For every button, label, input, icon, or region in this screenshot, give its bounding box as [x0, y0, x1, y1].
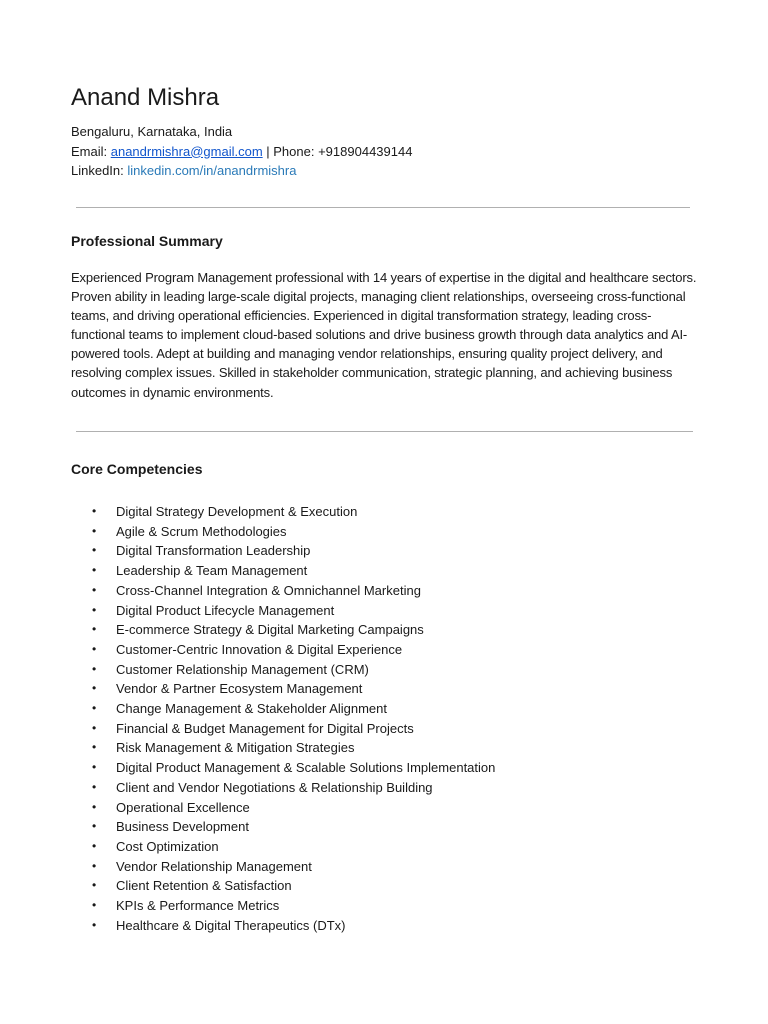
phone-number: +918904439144 [318, 143, 413, 159]
list-item [71, 561, 495, 581]
competency-text: Client and Vendor Negotiations & Relationship Building [116, 779, 433, 795]
competency-text: Financial & Budget Management for Digital Projects [116, 720, 414, 736]
divider-top [76, 207, 690, 208]
bullet-icon: • [92, 582, 97, 597]
summary-heading: Professional Summary [71, 233, 223, 249]
list-item [71, 541, 495, 561]
competency-text: Customer Relationship Management (CRM) [116, 661, 369, 677]
competency-text: Vendor Relationship Management [116, 858, 312, 874]
bullet-icon: • [92, 760, 97, 775]
list-item [71, 601, 495, 621]
competency-text: E-commerce Strategy & Digital Marketing Campaigns [116, 622, 424, 638]
competency-text: Digital Product Management & Scalable Solutions Implementation [116, 760, 496, 776]
linkedin-label: LinkedIn: [71, 163, 128, 178]
list-item [71, 620, 495, 640]
list-item [71, 758, 495, 778]
bullet-icon: • [92, 602, 97, 617]
competency-text: Digital Transformation Leadership [116, 543, 311, 559]
summary-paragraph: Experienced Program Management professional with 14 years of expertise in the digital and healthcare sectors. Proven ability in leading large-scale digital projects, managing client relationships, overseeing cross-functional teams, and driving operational efficiencies. Experienced in digital transformation strategy, leading cross-functional teams to implement cloud-based solutions and drive business growth through data analytics and AI-powered tools. Adept at building and managing vendor relationships, ensuring quality project delivery, and resolving complex issues. Skilled in stakeholder communication, strategic planning, and achieving business outcomes in dynamic environments. [71, 270, 697, 400]
list-item [71, 699, 495, 719]
bullet-icon: • [92, 661, 97, 676]
list-item [71, 679, 495, 699]
list-item [71, 798, 495, 818]
location-text: Bengaluru, Karnataka, India [71, 124, 233, 139]
divider-middle [76, 431, 693, 432]
bullet-icon: • [92, 878, 97, 893]
candidate-name: Anand Mishra [71, 84, 220, 111]
location-line [71, 122, 412, 142]
competency-text: Risk Management & Mitigation Strategies [116, 740, 355, 756]
competency-text: Business Development [116, 819, 249, 835]
bullet-icon: • [92, 917, 97, 932]
competency-text: Cross-Channel Integration & Omnichannel Marketing [116, 582, 421, 598]
bullet-icon: • [92, 622, 97, 637]
competency-text: Digital Strategy Development & Execution [116, 504, 358, 519]
competency-text: Cost Optimization [116, 838, 219, 854]
competency-text: Change Management & Stakeholder Alignment [116, 701, 388, 717]
competency-text: Customer-Centric Innovation & Digital Experience [116, 641, 403, 657]
email-link[interactable]: anandrmishra@gmail.com [110, 143, 263, 159]
competency-text: Digital Product Lifecycle Management [116, 602, 335, 618]
list-item [71, 916, 495, 936]
linkedin-link[interactable]: linkedin.com/in/anandrmishra [127, 163, 297, 178]
list-item [71, 660, 495, 680]
bullet-icon: • [92, 563, 97, 578]
bullet-icon: • [92, 819, 97, 834]
list-item [71, 719, 495, 739]
bullet-icon: • [92, 701, 97, 716]
bullet-icon: • [92, 858, 97, 873]
list-item [71, 876, 495, 896]
linkedin-line [71, 161, 412, 181]
bullet-icon: • [92, 740, 97, 755]
competency-text: KPIs & Performance Metrics [116, 898, 280, 914]
list-item [71, 857, 495, 877]
bullet-icon: • [92, 681, 97, 696]
bullet-icon: • [92, 779, 97, 794]
bullet-icon: • [92, 838, 97, 853]
competencies-list [71, 502, 495, 935]
email-phone-line [71, 142, 412, 162]
competency-text: Client Retention & Satisfaction [116, 878, 292, 894]
bullet-icon: • [92, 523, 97, 538]
bullet-icon: • [92, 799, 97, 814]
list-item [71, 778, 495, 798]
phone-label: Phone: [273, 143, 319, 159]
contact-separator: | [262, 143, 274, 159]
list-item [71, 817, 495, 837]
bullet-icon: • [92, 898, 97, 913]
email-label: Email: [71, 143, 111, 159]
contact-block [71, 122, 412, 181]
bullet-icon: • [92, 504, 97, 518]
list-item [71, 581, 495, 601]
competency-text: Healthcare & Digital Therapeutics (DTx) [116, 917, 346, 933]
list-item [71, 522, 495, 542]
list-item [71, 502, 495, 522]
bullet-icon: • [92, 720, 97, 735]
bullet-icon: • [92, 543, 97, 558]
list-item [71, 896, 495, 916]
competency-text: Operational Excellence [116, 799, 250, 815]
list-item [71, 837, 495, 857]
competency-text: Vendor & Partner Ecosystem Management [116, 681, 363, 697]
competencies-heading: Core Competencies [71, 461, 203, 477]
competency-text: Agile & Scrum Methodologies [116, 523, 287, 539]
bullet-icon: • [92, 641, 97, 656]
list-item [71, 640, 495, 660]
list-item [71, 738, 495, 758]
competency-text: Leadership & Team Management [116, 563, 308, 579]
